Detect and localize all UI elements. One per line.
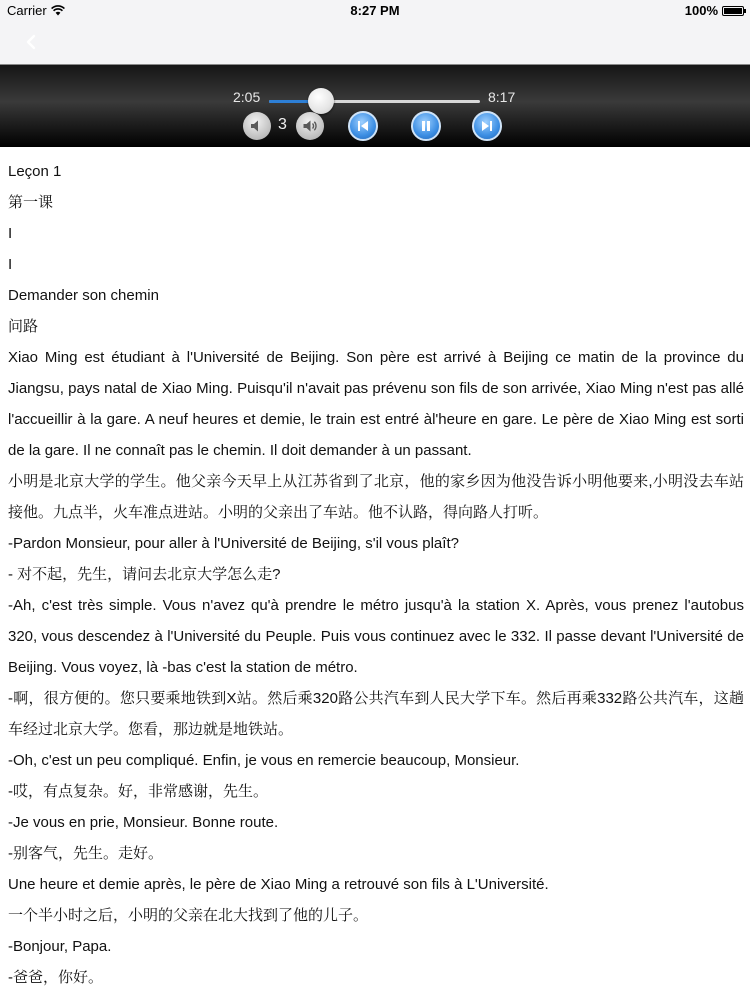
lesson-line: -啊，很方便的。您只要乘地铁到X站。然后乘320路公共汽车到人民大学下车。然后再乘332路公共汽车，这趟车经过北京大学。您看，那边就是地铁站。 xyxy=(8,690,744,738)
lesson-line: 第一课 xyxy=(8,194,54,211)
carrier-label: Carrier xyxy=(7,3,47,18)
elapsed-time: 2:05 xyxy=(233,89,261,105)
lesson-line: - 对不起，先生，请问去北京大学怎么走? xyxy=(8,566,281,583)
total-time: 8:17 xyxy=(488,89,516,105)
previous-track-button[interactable] xyxy=(348,111,378,141)
lesson-line: Demander son chemin xyxy=(8,287,159,304)
battery-indicator xyxy=(685,3,744,18)
back-button[interactable] xyxy=(20,30,44,54)
lesson-line: -Oh, c'est un peu compliqué. Enfin, je vous en remercie beaucoup, Monsieur. xyxy=(8,752,520,769)
status-bar xyxy=(0,0,750,22)
next-track-button[interactable] xyxy=(472,111,502,141)
lesson-line: I xyxy=(8,225,13,242)
lesson-line: -Je vous en prie, Monsieur. Bonne route. xyxy=(8,814,279,831)
lesson-line: -Bonjour, Papa. xyxy=(8,938,112,955)
lesson-line: -哎，有点复杂。好，非常感谢，先生。 xyxy=(8,783,268,800)
lesson-line: -Ah, c'est très simple. Vous n'avez qu'à prendre le métro jusqu'à la station X. Après, vous prenez l'autobus 320, vous descendez à l'Université du Peuple. Puis vous continuez avec le 332. Il passe devant l'Université de Beijing. Vous voyez, là -bas c'est la station de métro. xyxy=(8,597,744,676)
lesson-line: -Pardon Monsieur, pour aller à l'Université de Beijing, s'il vous plaît? xyxy=(8,535,459,552)
lesson-text xyxy=(8,156,744,993)
lesson-line: I xyxy=(8,256,13,273)
battery-icon xyxy=(722,6,744,16)
lesson-line: 一个半小时之后，小明的父亲在北大找到了他的儿子。 xyxy=(8,907,369,924)
chevron-left-icon xyxy=(20,30,44,54)
speaker-high-icon xyxy=(302,118,318,134)
skip-next-icon xyxy=(480,119,494,133)
lesson-line: -别客气，先生。走好。 xyxy=(8,845,163,862)
lesson-line: Xiao Ming est étudiant à l'Université de Beijing. Son père est arrivé à Beijing ce matin de la province du Jiangsu, pays natal de Xiao Ming. Puisqu'il n'avait pas prévenu son fils de son arrivée, Xiao Ming n'est pas allé l'accueillir à la gare. A neuf heures et demie, le train est entré àl'heure en gare. Le père de Xiao Ming est sorti de la gare. Il ne connaît pas le chemin. Il doit demander à un passant. xyxy=(8,349,744,459)
lesson-line: Leçon 1 xyxy=(8,163,62,180)
battery-percent: 100% xyxy=(684,3,718,18)
pause-button[interactable] xyxy=(411,111,441,141)
volume-down-button[interactable] xyxy=(243,112,271,140)
pause-icon xyxy=(419,119,433,133)
lesson-line: 小明是北京大学的学生。他父亲今天早上从江苏省到了北京，他的家乡因为他没告诉小明他要来,小明没去车站接他。九点半，火车准点进站。小明的父亲出了车站。他不认路，得向路人打听。 xyxy=(8,473,744,521)
lesson-line: Une heure et demie après, le père de Xiao Ming a retrouvé son fils à L'Université. xyxy=(8,876,549,893)
lesson-line: 问路 xyxy=(8,318,39,335)
speaker-low-icon xyxy=(249,118,265,134)
clock: 8:27 PM xyxy=(350,3,400,18)
lesson-line: -爸爸，你好。 xyxy=(8,969,103,986)
navigation-bar xyxy=(0,22,750,64)
skip-previous-icon xyxy=(356,119,370,133)
progress-thumb[interactable] xyxy=(308,88,334,114)
progress-slider[interactable] xyxy=(269,100,480,103)
volume-level: 3 xyxy=(278,116,287,133)
volume-up-button[interactable] xyxy=(296,112,324,140)
audio-player xyxy=(0,64,750,147)
